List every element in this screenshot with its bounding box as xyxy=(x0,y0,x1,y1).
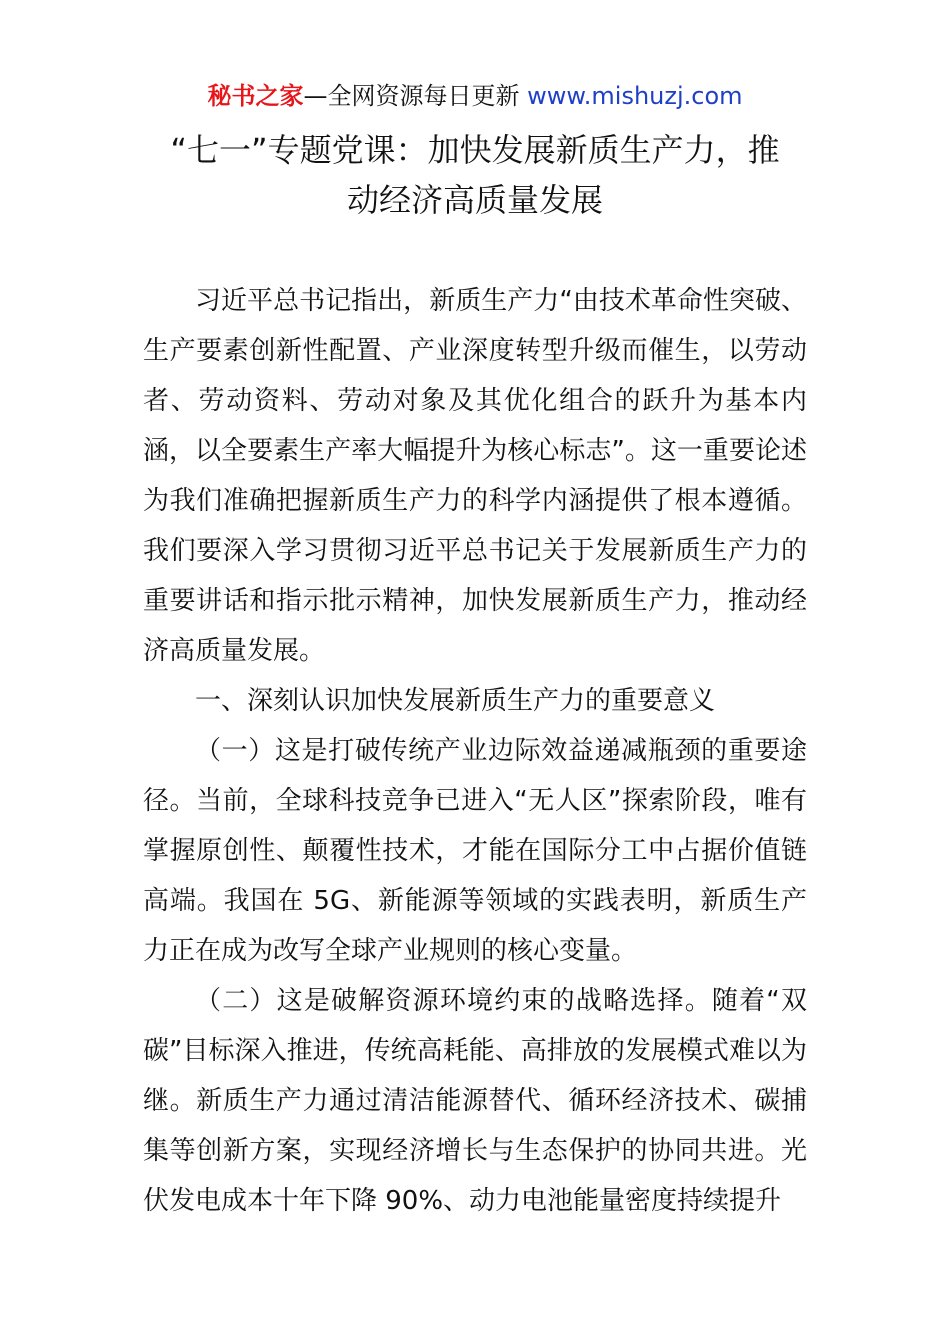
brand-name: 秘书之家 xyxy=(207,82,304,110)
document-body xyxy=(143,276,807,1226)
document-title xyxy=(0,125,950,225)
subsection-paragraph-2: （二）这是破解资源环境约束的战略选择。随着“双碳”目标深入推进，传统高耗能、高排放的发展模式难以为继。新质生产力通过清洁能源替代、循环经济技术、碳捕集等创新方案，实现经济增长与生态保护的协同共进。光伏发电成本十年下降 90%、动力电池能量密度持续提升 xyxy=(143,986,807,1216)
document-title-line-2: 动经济高质量发展 xyxy=(346,181,603,219)
header-tagline: —全网资源每日更新 xyxy=(303,82,520,110)
site-header xyxy=(0,80,950,112)
section-heading-1: 一、深刻认识加快发展新质生产力的重要意义 xyxy=(195,686,716,716)
site-url-link[interactable]: www.mishuzj.com xyxy=(527,82,743,110)
intro-paragraph: 习近平总书记指出，新质生产力“由技术革命性突破、生产要素创新性配置、产业深度转型升级而催生，以劳动者、劳动资料、劳动对象及其优化组合的跃升为基本内涵，以全要素生产率大幅提升为核心标志”。这一重要论述为我们准确把握新质生产力的科学内涵提供了根本遵循。我们要深入学习贯彻习近平总书记关于发展新质生产力的重要讲话和指示批示精神，加快发展新质生产力，推动经济高质量发展。 xyxy=(143,286,807,666)
document-title-line-1: “七一”专题党课：加快发展新质生产力，推 xyxy=(170,131,780,169)
subsection-paragraph-1: （一）这是打破传统产业边际效益递减瓶颈的重要途径。当前，全球科技竞争已进入“无人区”探索阶段，唯有掌握原创性、颠覆性技术，才能在国际分工中占据价值链高端。我国在 5G、新能源等领域的实践表明，新质生产力正在成为改写全球产业规则的核心变量。 xyxy=(143,736,807,966)
